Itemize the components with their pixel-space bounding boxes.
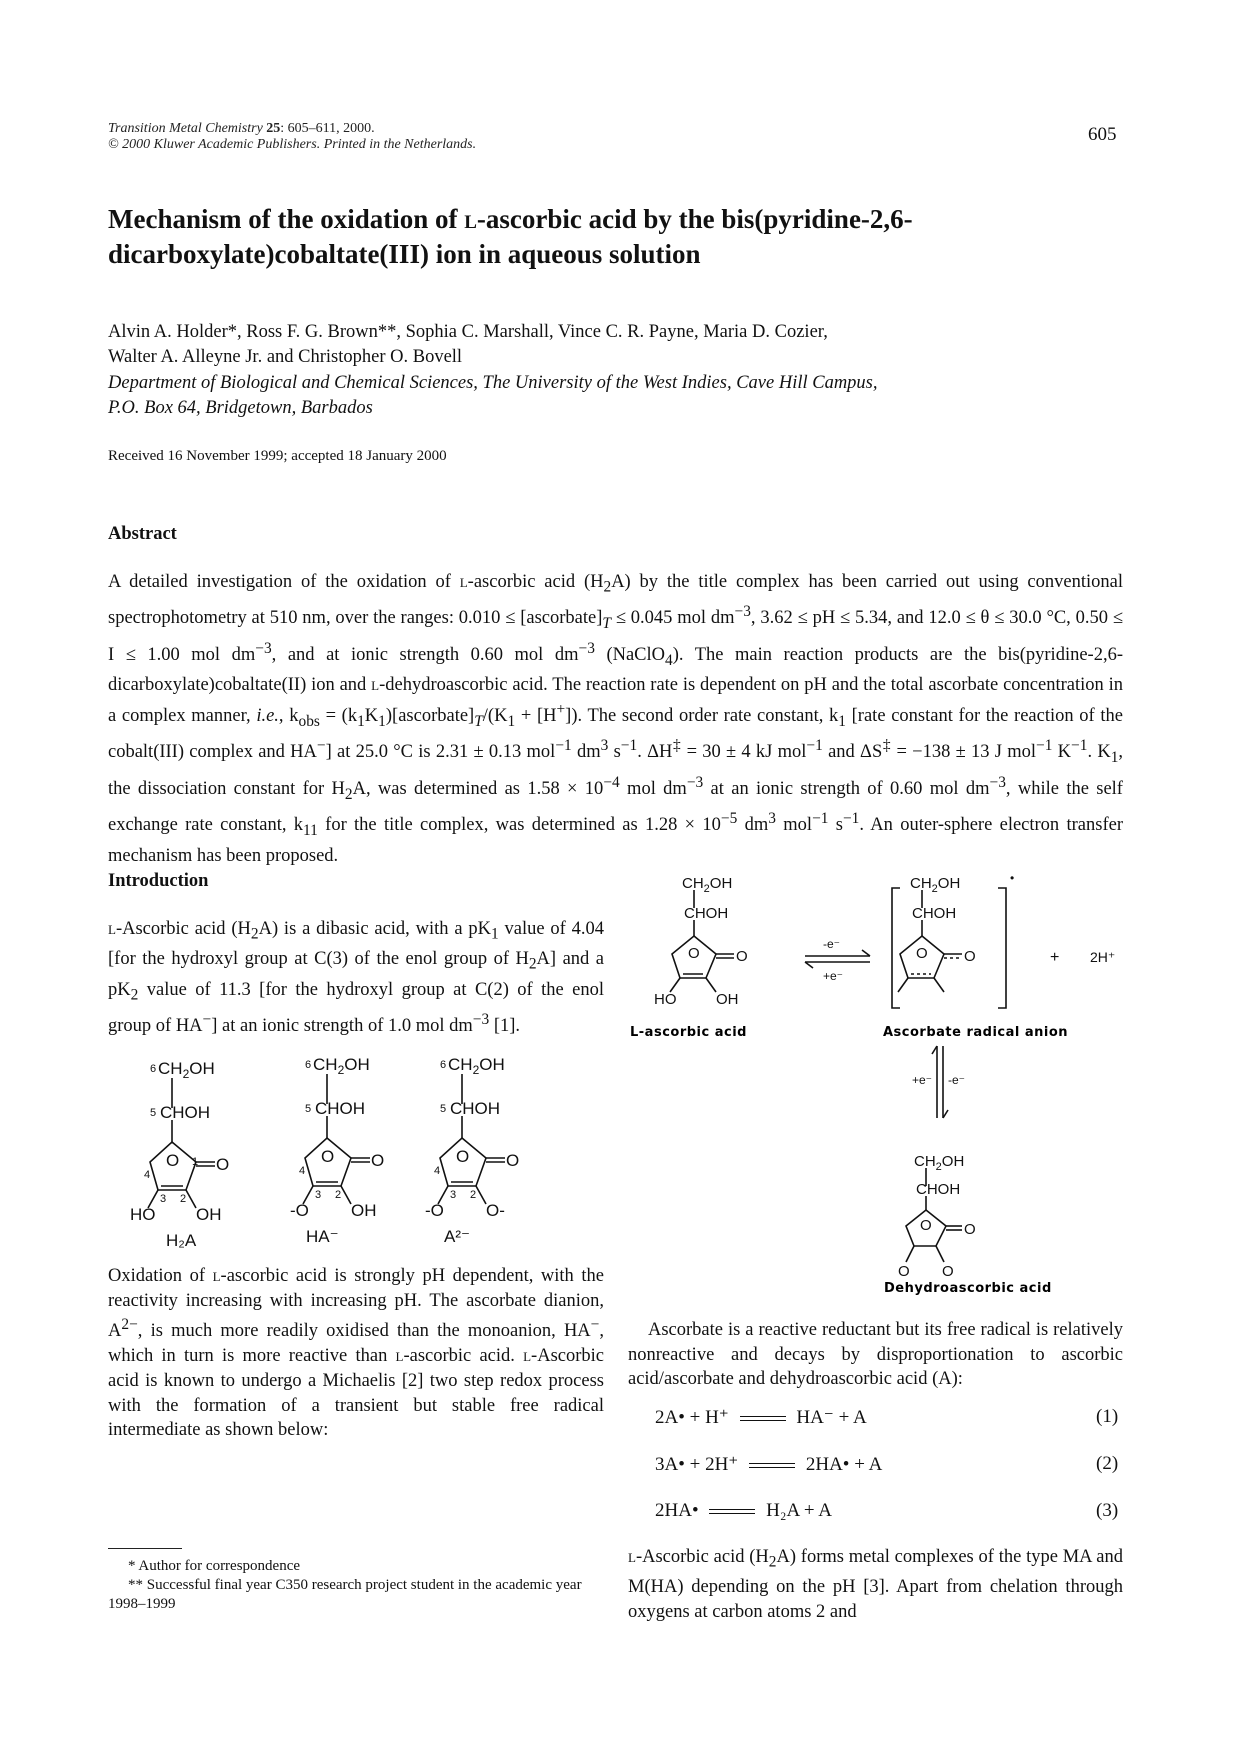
svg-text:O: O	[736, 948, 748, 965]
label-a2: A²⁻	[444, 1227, 470, 1246]
label-ha: HA⁻	[306, 1227, 339, 1246]
equation-3-number: (3)	[1096, 1500, 1119, 1521]
svg-text:4: 4	[434, 1165, 441, 1177]
svg-text:O: O	[942, 1263, 954, 1280]
abstract-heading: Abstract	[108, 524, 177, 544]
journal-volume: 25	[266, 121, 281, 136]
svg-text:-e⁻: -e⁻	[948, 1073, 966, 1087]
svg-text:O: O	[688, 945, 700, 962]
svg-text:O: O	[964, 1221, 976, 1238]
svg-text:OH: OH	[196, 1205, 222, 1224]
svg-text:4: 4	[299, 1165, 306, 1177]
equation-1-number: (1)	[1096, 1406, 1119, 1427]
svg-text:3: 3	[450, 1189, 457, 1201]
svg-text:-e⁻: -e⁻	[823, 937, 841, 951]
svg-text:O-: O-	[486, 1201, 505, 1220]
svg-text:+: +	[1050, 949, 1060, 966]
svg-text:CH2OH: $CH_2OH$	[158, 1059, 215, 1081]
svg-text:5: 5	[305, 1103, 312, 1115]
author-list: Alvin A. Holder*, Ross F. G. Brown**, Sophia C. Marshall, Vince C. R. Payne, Maria D. Cozier, Walter A. Alleyne Jr. and Christopher O. Bovell	[108, 322, 828, 367]
svg-text:CHOH: CHOH	[684, 905, 729, 922]
equation-2: 3A• + 2H⁺ 2HA• + A	[655, 1454, 883, 1475]
svg-text:2: 2	[335, 1189, 342, 1201]
paper-title: Mechanism of the oxidation of l-ascorbic acid by the bis(pyridine-2,6-dicarboxylate)cobaltate(III) ion in aqueous solution	[108, 204, 913, 269]
svg-text:CHOH: CHOH	[315, 1099, 366, 1118]
svg-text:-O: -O	[425, 1201, 444, 1220]
svg-text:O: O	[456, 1147, 470, 1166]
footnote-rule	[108, 1548, 182, 1549]
svg-text:3: 3	[315, 1189, 322, 1201]
redox-scheme-figure	[630, 868, 1125, 1298]
svg-text:6: 6	[150, 1063, 157, 1075]
svg-text:6: 6	[440, 1059, 447, 1071]
svg-text:+e⁻: +e⁻	[912, 1073, 933, 1087]
equation-1: 2A• + H⁺ HA⁻ + A	[655, 1407, 867, 1428]
equation-3: 2HA• H₂A + A	[655, 1500, 833, 1521]
journal-citation	[108, 121, 476, 153]
svg-text:OH: OH	[716, 991, 739, 1008]
svg-text:HO: HO	[654, 991, 677, 1008]
svg-text:CH2OH: $CH_2OH$	[313, 1055, 370, 1077]
svg-text:3: 3	[160, 1193, 167, 1205]
structure-a2	[438, 1074, 505, 1204]
journal-pages: : 605–611, 2000.	[280, 121, 375, 136]
svg-text:CHOH: CHOH	[916, 1181, 961, 1198]
footnote-2: ** Successful final year C350 research project student in the academic year 1998–1999	[108, 1577, 582, 1612]
affiliation: Department of Biological and Chemical Sciences, The University of the West Indies, Cave Hill Campus, P.O. Box 64, Bridgetown, Barbados	[108, 373, 878, 418]
svg-text:2: 2	[470, 1189, 477, 1201]
svg-text:+e⁻: +e⁻	[823, 969, 844, 983]
svg-text:O: O	[964, 948, 976, 965]
svg-text:CHOH: CHOH	[450, 1099, 501, 1118]
label-h2a: H₂A	[166, 1231, 197, 1250]
svg-text:-O: -O	[290, 1201, 309, 1220]
svg-text:O: O	[371, 1151, 385, 1170]
page-number: 605	[1088, 124, 1117, 145]
label-ascorbate-radical-anion: Ascorbate radical anion	[883, 1025, 1069, 1040]
footnote-1: * Author for correspondence	[128, 1558, 301, 1574]
right-paragraph-1: Ascorbate is a reactive reductant but its free radical is relatively nonreactive and decays by disproportionation to ascorbic acid/ascorbate and dehydroascorbic acid (A):	[628, 1320, 1123, 1390]
svg-text:6: 6	[305, 1059, 312, 1071]
svg-text:OH: OH	[351, 1201, 377, 1220]
svg-text:O: O	[321, 1147, 335, 1166]
introduction-heading: Introduction	[108, 871, 209, 891]
svg-text:O: O	[166, 1151, 180, 1170]
svg-text:O: O	[916, 945, 928, 962]
svg-text:O: O	[506, 1151, 520, 1170]
structure-h2a	[148, 1078, 215, 1208]
svg-text:CH2OH: $CH_2OH$	[448, 1055, 505, 1077]
right-paragraph-2: l-Ascorbic acid $(H_2A)$ forms metal complexes of the type MA and M(HA) depending on the pH [3]. Apart from chelation through oxygens at carbon atoms 2 and	[628, 1547, 1123, 1623]
journal-name: Transition Metal Chemistry	[108, 121, 263, 136]
svg-text:CH2OH: $CH_2OH$	[682, 875, 733, 895]
svg-text:2: 2	[180, 1193, 187, 1205]
svg-text:•: •	[1010, 871, 1015, 885]
svg-text:O: O	[216, 1155, 230, 1174]
svg-text:O: O	[898, 1263, 910, 1280]
abstract-text: A detailed investigation of the oxidation of l-ascorbic acid $(H_2A)$ by the title complex has been carried out using conventional spectrophotometry at 510 nm, over the ranges: $0.010 \le [ascorbate]_T \le 0.045$ mol $dm^{-3}$, 3.62 ≤ pH ≤ 5.34, and 12.0 ≤ θ ≤ 30.0 °C, 0.50 ≤ I ≤ 1.00 mol $dm^{-3}$, and at ionic strength 0.60 mol $dm^{-3}$ (NaClO$_4$). The main reaction products are the bis(pyridine-2,6-dicarboxylate)cobaltate(II) ion and l-dehydroascorbic acid. The reaction rate is dependent on pH and the total ascorbate concentration in a complex manner, i.e., $k_{obs}$ = $(k_1K_1)[ascorbate]_T/(K_1 + [H^+])$. The second order rate constant, $k_1$ [rate constant for the reaction of the cobalt(III) complex and HA−] at 25.0 °C is 2.31 ± 0.13 mol$^{-1}$ $dm^3$ $s^{-1}$. ΔH‡ = 30 ± 4 kJ mol$^{-1}$ and ΔS‡ = −138 ± 13 J mol$^{-1}$ $K^{-1}$. $K_1$, the dissociation constant for $H_2A$, was determined as $1.58 \times 10^{-4}$ mol $dm^{-3}$ at an ionic strength of 0.60 mol $dm^{-3}$, while the self exchange rate constant, $k_{11}$ for the title complex, was determined as $1.28 \times 10^{-5}$ $dm^3$ mol$^{-1}$ $s^{-1}$. An outer-sphere electron transfer mechanism has been proposed.	[108, 572, 1124, 866]
svg-text:HO: HO	[130, 1205, 156, 1224]
copyright-line: © 2000 Kluwer Academic Publishers. Printed in the Netherlands.	[108, 137, 477, 152]
svg-text:CH2OH: $CH_2OH$	[914, 1153, 965, 1173]
structure-ha	[303, 1074, 370, 1204]
intro-paragraph-2: Oxidation of l-ascorbic acid is strongly pH dependent, with the reactivity increasing with increasing pH. The ascorbate dianion, $A^{2-}$, is much more readily oxidised than the monoanion, HA−, which in turn is more reactive than l-ascorbic acid. l-Ascorbic acid is known to undergo a Michaelis [2] two step redox process with the formation of a transient but stable free radical intermediate as shown below:	[108, 1266, 605, 1441]
svg-text:5: 5	[150, 1107, 157, 1119]
equation-2-number: (2)	[1096, 1453, 1119, 1474]
svg-text:CHOH: CHOH	[160, 1103, 211, 1122]
svg-text:CH2OH: $CH_2OH$	[910, 875, 961, 895]
svg-text:5: 5	[440, 1103, 447, 1115]
svg-text:O: O	[920, 1217, 932, 1234]
svg-text:1: 1	[192, 1156, 199, 1168]
svg-text:4: 4	[144, 1169, 151, 1181]
label-l-ascorbic-acid: L-ascorbic acid	[630, 1025, 747, 1040]
svg-text:2H⁺: 2H⁺	[1090, 949, 1116, 965]
svg-text:CHOH: CHOH	[912, 905, 957, 922]
label-dehydroascorbic-acid: Dehydroascorbic acid	[884, 1281, 1052, 1296]
footnotes	[108, 1557, 588, 1614]
received-date: Received 16 November 1999; accepted 18 January 2000	[108, 448, 447, 464]
ascorbate-species-figure	[120, 1050, 600, 1250]
intro-paragraph-1: l-Ascorbic acid $(H_2A)$ is a dibasic acid, with a $pK_1$ value of 4.04 [for the hydroxyl group at C(3) of the enol group of $H_2A$] and a $pK_2$ value of 11.3 [for the hydroxyl group at C(2) of the enol group of HA−] at an ionic strength of 1.0 mol $dm^{-3}$ [1].	[108, 919, 605, 1037]
